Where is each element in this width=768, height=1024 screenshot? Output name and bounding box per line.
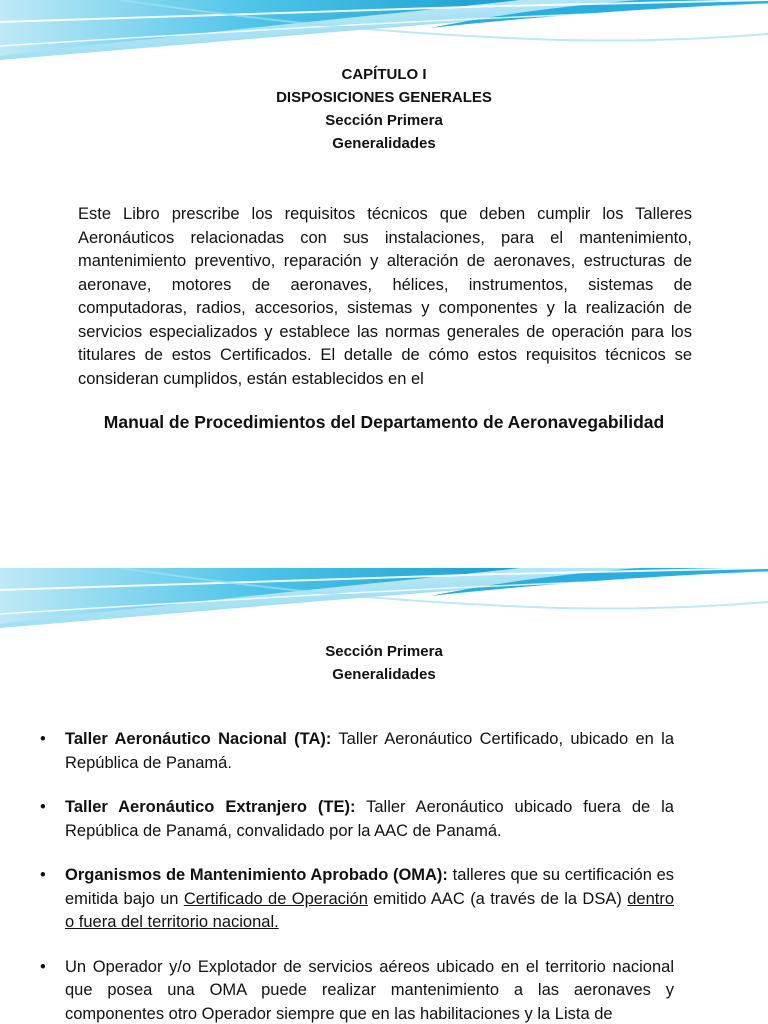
section-title: Sección Primera	[325, 643, 443, 660]
definition-text: Taller Aeronáutico ubicado fuera de la República de Panamá, convalidado por la AAC de Panamá.	[65, 798, 674, 840]
intro-paragraph: Este Libro prescribe los requisitos técnicos que deben cumplir los Talleres Aeronáuticos relacionadas con sus instalaciones, para el mantenimiento, mantenimiento preventivo, reparación y alteración de aeronaves, estructuras de aeronave, motores de aeronaves, hélices, instrumentos, sistemas de computadoras, radios, accesorios, sistemas y componentes y la realización de servicios especializados y establece las normas generales de operación para los titulares de estos Certificados. El detalle de cómo estos requisitos técnicos se consideran cumplidos, están establecidos en el	[78, 205, 692, 388]
definition-text: Taller Aeronáutico Certificado, ubicado en la República de Panamá.	[65, 730, 674, 772]
list-item	[40, 864, 674, 935]
definition-text: Un Operador y/o Explotador de servicios aéreos ubicado en el territorio nacional que posea una OMA puede realizar mantenimiento a las aeronaves y componentes otro Operador siempre que en las habilitaciones y la Lista de	[65, 957, 674, 1023]
section-title: Sección Primera	[325, 112, 443, 129]
chapter-title: CAPÍTULO I	[341, 66, 427, 83]
certificate-link[interactable]: Certificado de Operación	[183, 889, 368, 908]
definition-text: emitido AAC (a través de la DSA)	[367, 889, 628, 908]
manual-title: Manual de Procedimientos del Departamento de Aeronavegabilidad	[103, 412, 665, 432]
list-item	[40, 796, 674, 843]
definitions-list	[40, 728, 674, 1024]
list-item	[40, 728, 674, 775]
bullet-icon: •	[40, 798, 46, 816]
bullet-icon: •	[40, 957, 46, 976]
section-subtitle: Generalidades	[332, 666, 436, 683]
term-label: Organismos de Mantenimiento Aprobado (OMA):	[65, 866, 448, 884]
section-subtitle: Generalidades	[332, 135, 436, 152]
term-label: Taller Aeronáutico Nacional (TA):	[65, 730, 332, 748]
definition-text: talleres que su certificación es emitida bajo un	[65, 866, 674, 908]
bullet-icon: •	[40, 730, 46, 748]
header-swoosh-graphic	[0, 568, 768, 634]
list-item	[40, 956, 674, 1024]
slide-2	[0, 568, 768, 1024]
header-swoosh-graphic	[0, 0, 768, 66]
term-label: Taller Aeronáutico Extranjero (TE):	[65, 798, 356, 816]
territory-link[interactable]: dentro o fuera del territorio nacional.	[65, 889, 675, 931]
bullet-icon: •	[40, 866, 46, 884]
chapter-subtitle: DISPOSICIONES GENERALES	[276, 89, 492, 106]
